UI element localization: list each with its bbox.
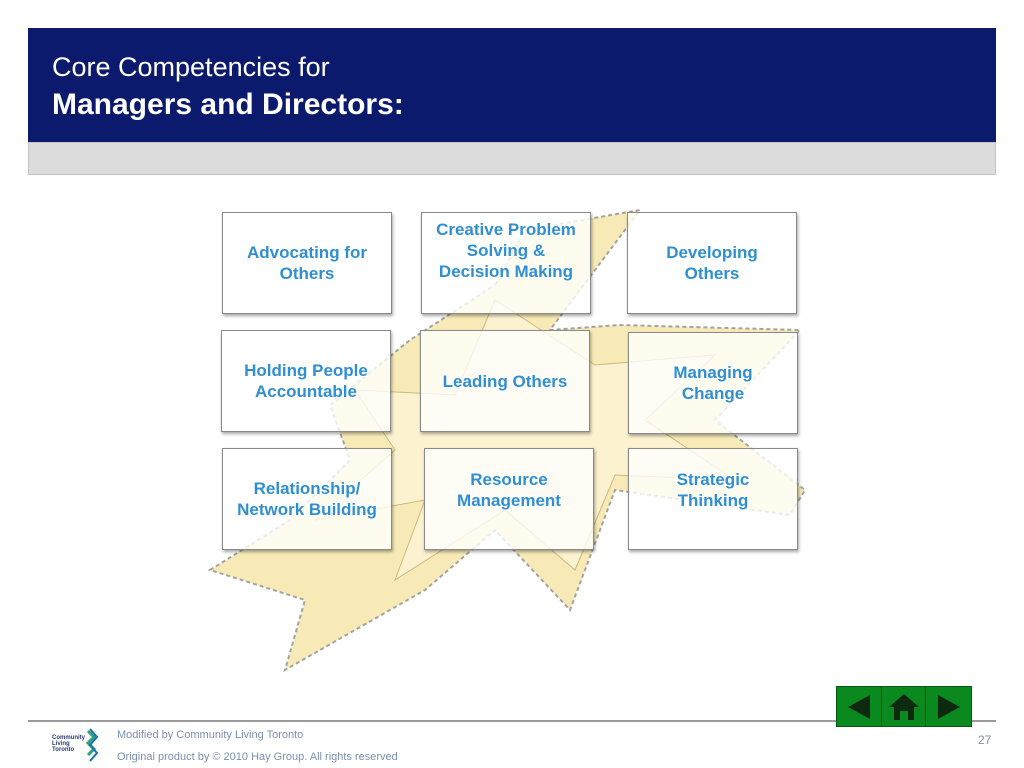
modified-by-credit: Modified by Community Living Toronto <box>117 729 304 741</box>
competency-card <box>627 212 797 314</box>
slide-title-line1: Core Competencies for <box>52 52 330 82</box>
competency-label: Relationship/ Network Building <box>237 479 377 519</box>
competency-label: Resource Management <box>457 470 561 510</box>
next-arrow-icon <box>934 692 964 722</box>
title-banner <box>28 28 996 142</box>
competency-label: Strategic Thinking <box>676 470 750 510</box>
previous-slide-button[interactable] <box>837 687 882 726</box>
competency-label: Creative Problem Solving & Decision Making <box>436 219 576 281</box>
competency-card <box>221 330 391 432</box>
competency-label: Managing Change <box>673 363 753 403</box>
next-slide-button[interactable] <box>926 687 971 726</box>
competency-label: Developing Others <box>666 243 758 283</box>
previous-arrow-icon <box>844 692 874 722</box>
competency-label: Leading Others <box>442 371 568 391</box>
home-icon <box>888 692 920 722</box>
competency-card <box>222 212 392 314</box>
slide-navigation <box>836 686 972 727</box>
home-button[interactable] <box>882 687 927 726</box>
logo-label: Community Living Toronto <box>52 735 85 753</box>
competency-card <box>421 212 591 314</box>
competency-card <box>420 330 590 432</box>
competency-card <box>424 448 594 550</box>
page-number: 27 <box>978 733 992 747</box>
copyright-credit: Original product by © 2010 Hay Group. All rights reserved <box>117 751 398 763</box>
competency-card <box>628 332 798 434</box>
competency-card <box>222 448 392 550</box>
competency-label: Advocating for Others <box>247 243 367 283</box>
competency-label: Holding People Accountable <box>244 361 368 401</box>
subtitle-bar <box>28 142 996 175</box>
competency-card <box>628 448 798 550</box>
slide-title-line2: Managers and Directors: <box>52 88 404 121</box>
